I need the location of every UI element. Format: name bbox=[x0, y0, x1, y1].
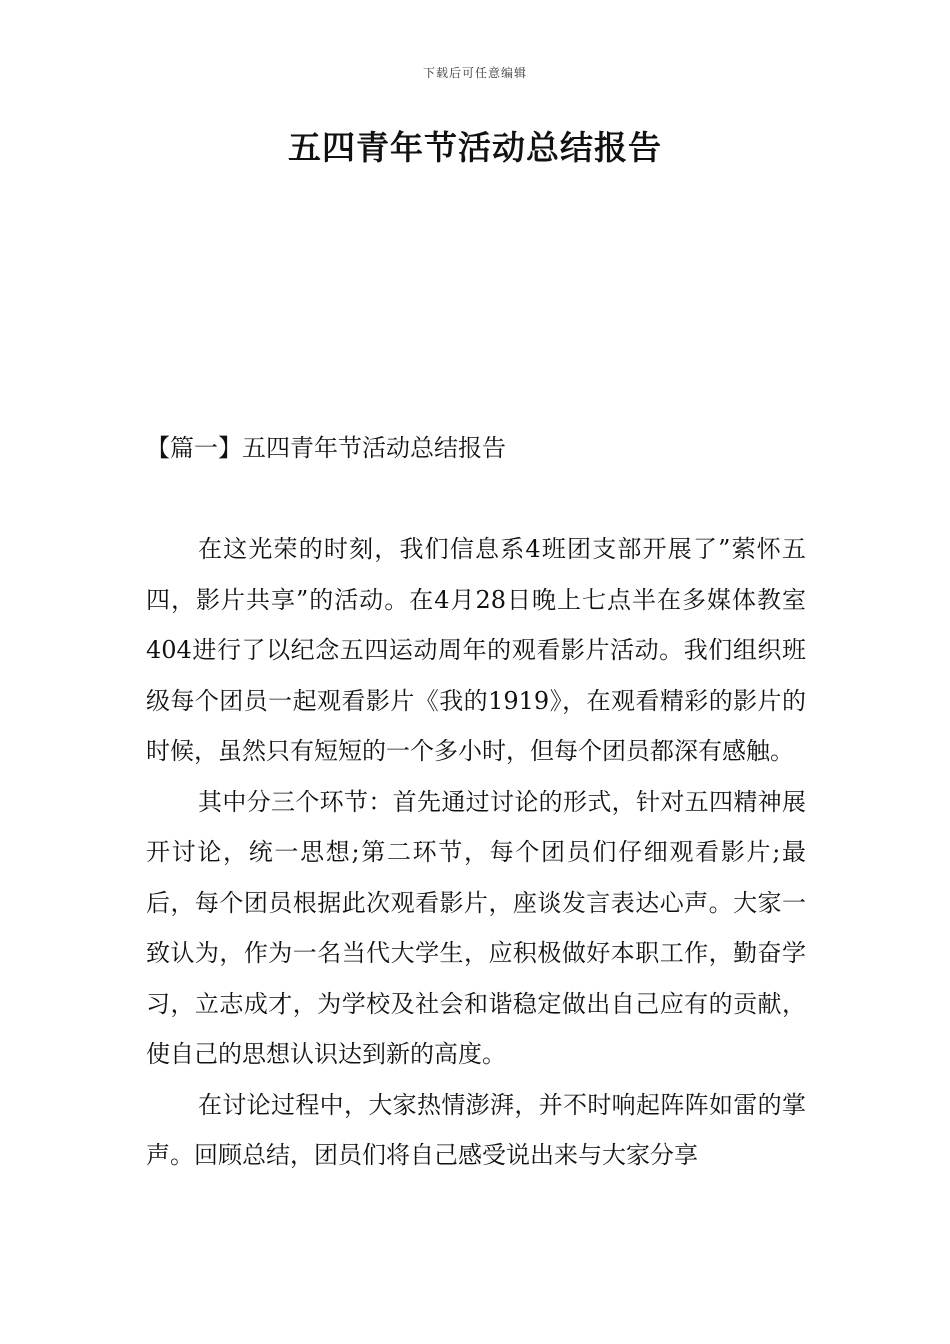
document-title: 五四青年节活动总结报告 bbox=[288, 128, 662, 167]
paragraph-1: 在这光荣的时刻，我们信息系4班团支部开展了”萦怀五四，影片共享”的活动。在4月28日晚上七点半在多媒体教室404进行了以纪念五四运动周年的观看影片活动。我们组织班级每个团员一起观看影片《我的1919》，在观看精彩的影片的时候，虽然只有短短的一个多小时，但每个团员都深有感触。 bbox=[146, 535, 806, 765]
body-text bbox=[146, 524, 806, 1181]
section-heading: 【篇一】五四青年节活动总结报告 bbox=[146, 434, 506, 462]
paragraph-2: 其中分三个环节：首先通过讨论的形式，针对五四精神展开讨论，统一思想;第二环节，每个团员们仔细观看影片;最后，每个团员根据此次观看影片，座谈发言表达心声。大家一致认为，作为一名当代大学生，应积极做好本职工作，勤奋学习，立志成才，为学校及社会和谐稳定做出自己应有的贡献，使自己的思想认识达到新的高度。 bbox=[146, 787, 806, 1068]
header-note: 下载后可任意编辑 bbox=[422, 66, 527, 80]
paragraph-3: 在讨论过程中，大家热情澎湃，并不时响起阵阵如雷的掌声。回顾总结，团员们将自己感受说出来与大家分享 bbox=[146, 1090, 806, 1169]
